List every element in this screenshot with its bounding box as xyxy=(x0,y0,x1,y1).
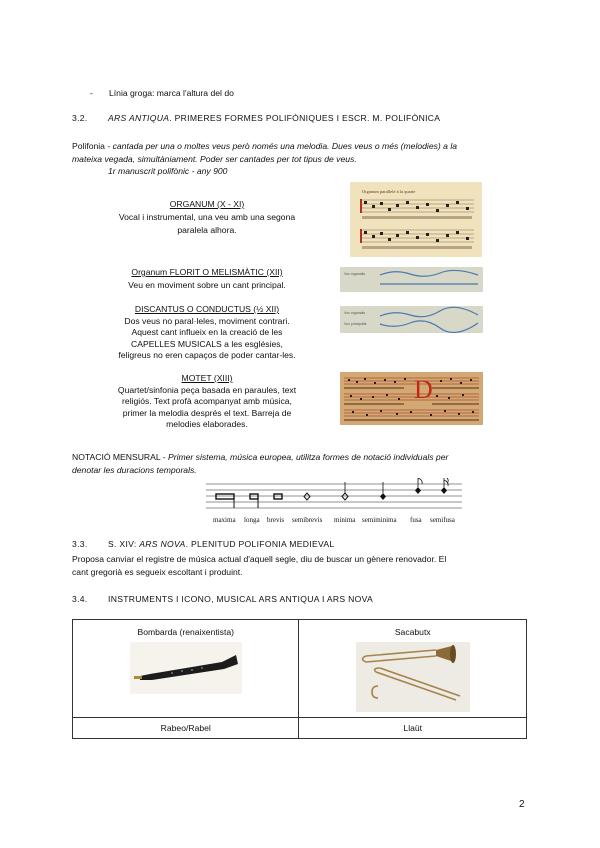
polifonia-paragraph xyxy=(72,140,532,166)
motet-manuscript-drawing xyxy=(340,372,483,425)
ars-antiqua-title: ARS ANTIQUA xyxy=(108,113,170,123)
note-label-maxima: maxima xyxy=(213,516,236,524)
motet-desc-2: religiós. Text profà acompanyat amb música, xyxy=(122,396,292,406)
florit-voice-label: Vox organalis xyxy=(344,272,366,276)
rabeo-cell xyxy=(73,718,299,739)
florit-melody-drawing xyxy=(340,267,483,292)
discantus-block xyxy=(72,304,342,362)
section-3-3-heading xyxy=(108,539,335,549)
mensural-line2: denotar les duracions temporals. xyxy=(72,465,197,475)
discantus-desc-4: feligreus no eren capaços de poder cantar-les. xyxy=(118,350,296,360)
note-label-minima: minima xyxy=(334,516,356,524)
mensural-paragraph xyxy=(72,451,532,477)
manuscript-note: 1r manuscrit polifònic - any 900 xyxy=(108,166,228,176)
bullet-text: Línia groga: marca l'altura del do xyxy=(109,88,234,98)
mensural-term: NOTACIÓ MENSURAL - xyxy=(72,452,166,462)
section-3-4-title: INSTRUMENTS I ICONO, MUSICAL ARS ANTIQUA I ARS NOVA xyxy=(108,594,374,604)
organum-manuscript-drawing xyxy=(350,182,482,257)
section-3-4-number: 3.4. xyxy=(72,594,88,604)
minima-note xyxy=(342,493,348,500)
section-3-3-prefix: S. XIV: xyxy=(108,539,140,549)
polifonia-term: Polifonia - xyxy=(72,141,111,151)
organum-manuscript-image xyxy=(350,182,482,257)
llaut-label: Llaüt xyxy=(403,723,423,733)
discantus-voice-label: Vox organalis xyxy=(344,311,366,315)
note-label-semifusa: semifusa xyxy=(430,516,455,524)
ars-nova-paragraph xyxy=(72,553,532,579)
sacabutx-image xyxy=(356,642,470,712)
discantus-title: DISCANTUS O CONDUCTUS (½ XII) xyxy=(134,304,280,314)
fusa-note xyxy=(415,487,421,494)
note-label-longa: longa xyxy=(244,516,260,524)
brevis-note xyxy=(274,494,282,499)
section-3-2-number: 3.2. xyxy=(72,113,88,123)
semifusa-note xyxy=(441,487,447,494)
note-label-semiminima: semiminima xyxy=(362,516,397,524)
discantus-voice-label-2: Vox principalis xyxy=(344,322,367,326)
bombarda-label: Bombarda (renaixentista) xyxy=(137,627,234,637)
mensural-line1: Primer sistema, música europea, utilitza formes de notació individuals per xyxy=(165,452,449,462)
llaut-cell xyxy=(299,718,527,739)
note-label-fusa: fusa xyxy=(410,516,422,524)
motet-desc-4: melodies elaborades. xyxy=(166,419,248,429)
organum-florit-title: Organum FLORIT O MELISMÀTIC (XII) xyxy=(131,267,283,277)
polifonia-line2: mateixa vegada, simultàniament. Poder ser cantades per tot tipus de veus. xyxy=(72,154,357,164)
discantus-desc-1: Dos veus no paral·leles, moviment contrari. xyxy=(124,315,290,326)
sacabutx-drawing xyxy=(356,642,470,712)
semibrevis-note xyxy=(304,493,310,500)
motet-desc-3: primer la melodia després el text. Barreja de xyxy=(122,407,292,418)
organum-florit-desc: Veu en moviment sobre un cant principal. xyxy=(128,280,286,290)
discantus-melody-drawing xyxy=(340,306,483,333)
polifonia-line1: cantada per una o moltes veus però només una melodia. Dues veus o més (melodies) a la xyxy=(110,141,458,151)
discantus-desc-3: CAPELLES MUSICALS a les esglésies, xyxy=(131,338,283,349)
note-label-semibrevis: semibrevis xyxy=(292,516,323,524)
organum-desc-1: Vocal i instrumental, una veu amb una segona xyxy=(118,212,296,222)
bombarda-drawing xyxy=(130,642,242,694)
rabeo-label: Rabeo/Rabel xyxy=(160,723,211,733)
section-3-3-number: 3.3. xyxy=(72,539,88,549)
bombarda-image xyxy=(130,642,242,694)
motet-title: MOTET (XIII) xyxy=(181,373,233,383)
svg-text:D: D xyxy=(414,375,433,404)
section-3-2-heading xyxy=(108,113,440,123)
bombarda-cell xyxy=(73,620,299,718)
ars-nova-line2: cant gregorià es segueix escoltant i produint. xyxy=(72,567,243,577)
mensural-notation-figure xyxy=(204,478,466,526)
motet-desc-1: Quartet/sinfonia peça basada en paraules, text xyxy=(117,384,297,395)
note-label-brevis: brevis xyxy=(267,516,285,524)
motet-manuscript-image xyxy=(340,372,483,425)
sacabutx-cell xyxy=(299,620,527,718)
organum-desc-2: paralela alhora. xyxy=(177,225,237,235)
organum-florit-block xyxy=(72,266,342,292)
discantus-melody-image xyxy=(340,306,483,333)
ars-nova-title: ARS NOVA xyxy=(139,539,186,549)
sacabutx-label: Sacabutx xyxy=(394,627,431,637)
florit-melody-image xyxy=(340,267,483,292)
discantus-desc-2: Aquest cant influeix en la creació de les xyxy=(131,327,283,337)
maxima-note xyxy=(216,494,234,499)
organum-title: ORGANUM (X - XI) xyxy=(169,199,245,209)
ars-nova-line1: Proposa canviar el registre de música actual d'aquell segle, diu de buscar un gènere renovador. El xyxy=(72,554,447,564)
instruments-table xyxy=(72,619,527,739)
section-3-2-title-rest: . PRIMERES FORMES POLIFÒNIQUES I ESCR. M. POLIFÒNICA xyxy=(169,113,441,123)
organum-block xyxy=(72,198,342,237)
semiminima-note xyxy=(380,493,386,500)
motet-block xyxy=(72,373,342,431)
page-number: 2 xyxy=(519,799,525,810)
section-3-3-title-rest: . PLENITUD POLIFONIA MEDIEVAL xyxy=(185,539,335,549)
longa-note xyxy=(250,494,258,499)
bullet-dash: - xyxy=(90,88,93,98)
organum-image-header: Organum parallele à la quarte xyxy=(362,189,416,194)
